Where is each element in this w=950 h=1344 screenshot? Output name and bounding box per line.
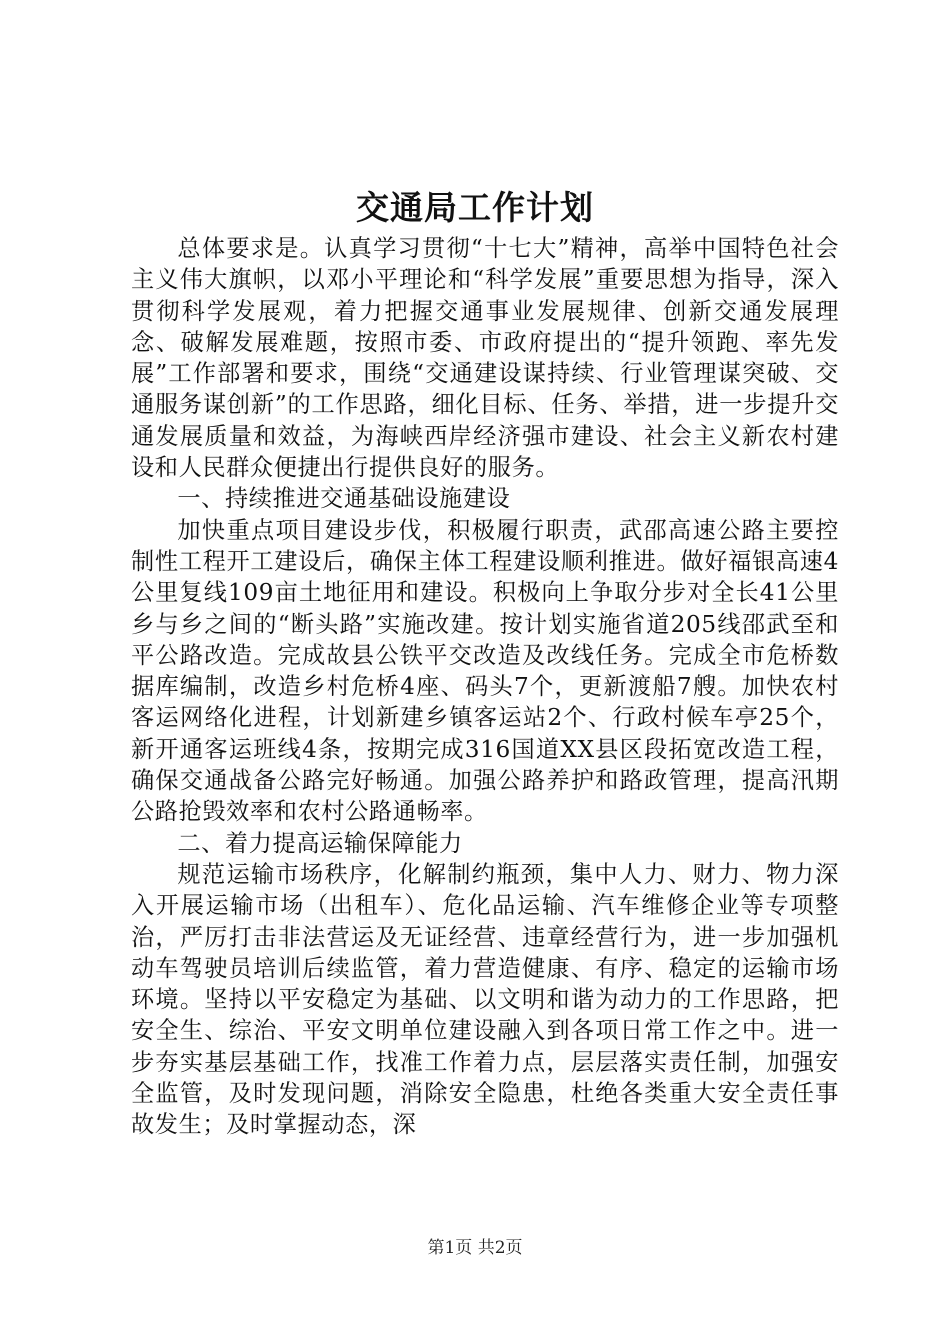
paragraph-general-requirements: 总体要求是。认真学习贯彻“十七大”精神，高举中国特色社会主义伟大旗帜，以邓小平理论和“科学发展”重要思想为指导，深入贯彻科学发展观，着力把握交通事业发展规律、创新交通发展理念、破解发展难题，按照市委、市政府提出的“提升领跑、率先发展”工作部署和要求，围绕“交通建设谋持续、行业管理谋突破、交通服务谋创新”的工作思路，细化目标、任务、举措，进一步提升交通发展质量和效益，为海峡西岸经济强市建设、社会主义新农村建设和人民群众便捷出行提供良好的服务。: [131, 235, 839, 482]
paragraph-transport-capacity: 规范运输市场秩序，化解制约瓶颈，集中人力、财力、物力深入开展运输市场（出租车）、危化品运输、汽车维修企业等专项整治，严厉打击非法营运及无证经营、违章经营行为，进一步加强机动车驾驶员培训后续监管，着力营造健康、有序、稳定的运输市场环境。坚持以平安稳定为基础、以文明和谐为动力的工作思路，把安全生、综治、平安文明单位建设融入到各项日常工作之中。进一步夯实基层基础工作，找准工作着力点，层层落实责任制，加强安全监管，及时发现问题，消除安全隐患，杜绝各类重大安全责任事故发生；及时掌握动态，深: [131, 860, 839, 1139]
section-heading-2: 二、着力提高运输保障能力: [177, 829, 463, 857]
document-title: 交通局工作计划: [356, 188, 594, 227]
page-footer: 第1页 共2页: [427, 1238, 523, 1258]
paragraph-infrastructure: 加快重点项目建设步伐，积极履行职责，武邵高速公路主要控制性工程开工建设后，确保主体工程建设顺利推进。做好福银高速4公里复线109亩土地征用和建设。积极向上争取分步对全长41公里乡与乡之间的“断头路”实施改建。按计划实施省道205线邵武至和平公路改造。完成故县公铁平交改造及改线任务。完成全市危桥数据库编制，改造乡村危桥4座、码头7个，更新渡船7艘。加快农村客运网络化进程，计划新建乡镇客运站2个、行政村候车亭25个，新开通客运班线4条，按期完成316国道XX县区段拓宽改造工程，确保交通战备公路完好畅通。加强公路养护和路政管理，提高汛期公路抢毁效率和农村公路通畅率。: [131, 516, 839, 826]
section-heading-1: 一、持续推进交通基础设施建设: [177, 485, 511, 513]
document-body: [131, 233, 839, 1141]
